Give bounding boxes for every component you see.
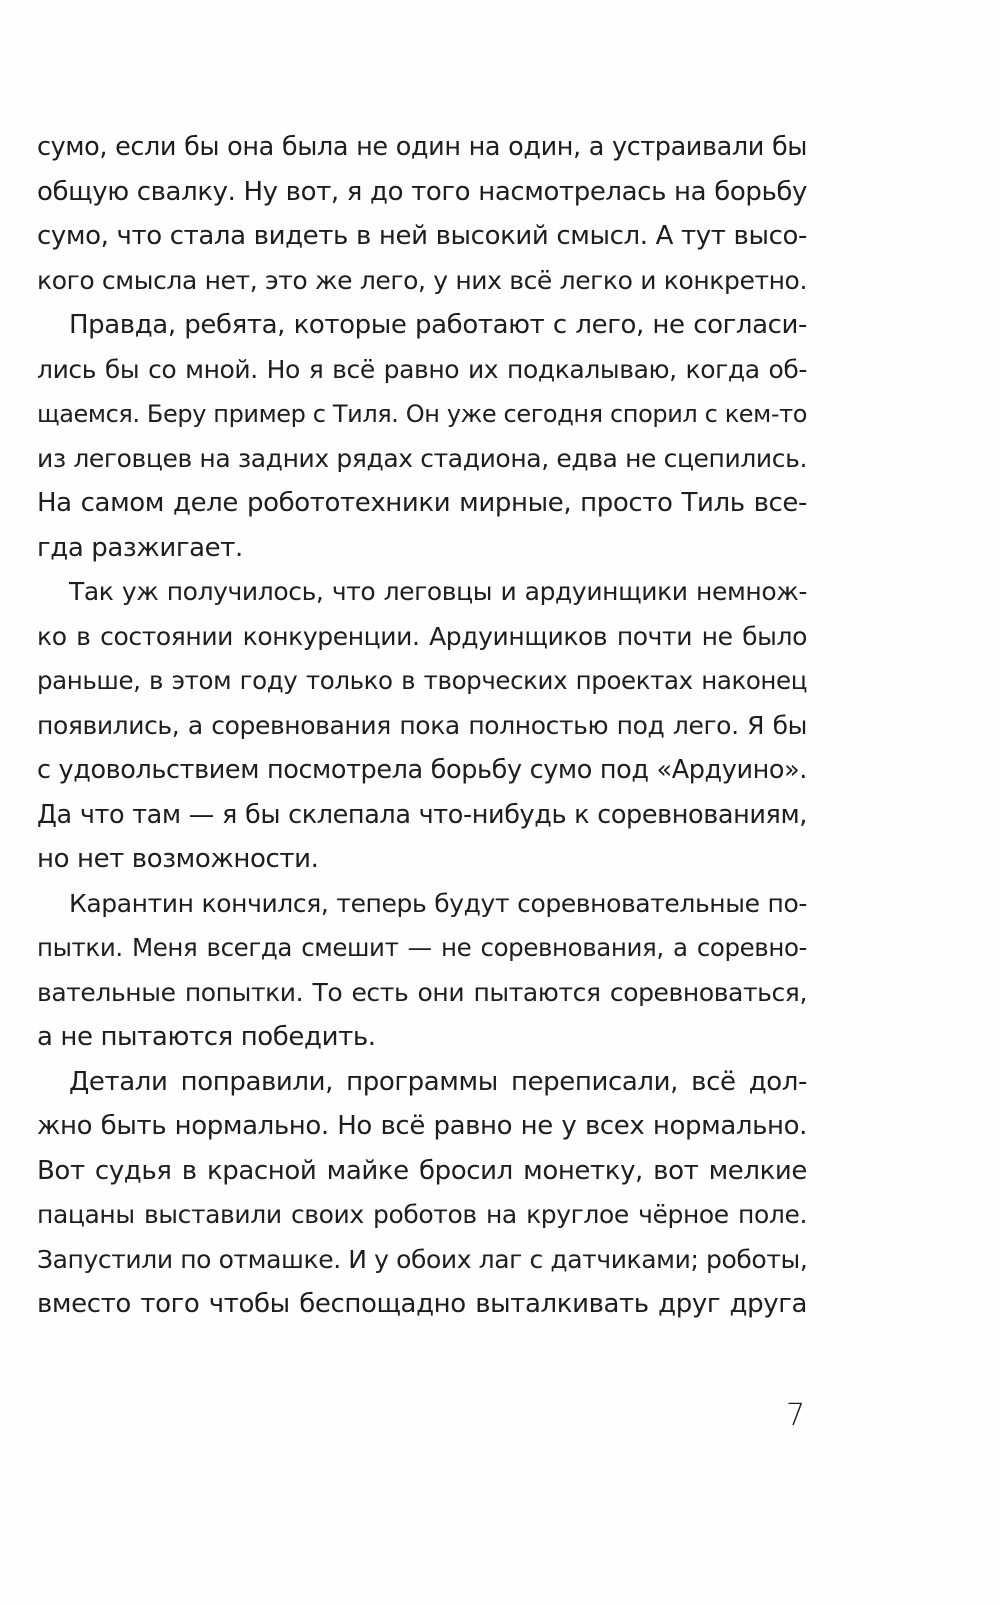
- text-line: вательные попытки. То есть они пытаются соревноваться,: [37, 977, 807, 1007]
- text-line: появились, а соревнования пока полностью под лего. Я бы: [37, 710, 807, 740]
- text-line: Запустили по отмашке. И у обоих лаг с датчиками; роботы,: [37, 1244, 808, 1274]
- text-line: пацаны выставили своих роботов на круглое чёрное поле.: [37, 1200, 807, 1229]
- text-line: ко в состоянии конкуренции. Ардуинщиков почти не было: [37, 621, 807, 651]
- text-line: Так уж получилось, что леговцы и ардуинщики немнож-: [69, 577, 807, 606]
- text-line: сумо, если бы она была не один на один, а устраивали бы: [37, 132, 807, 162]
- paragraph-5: [37, 1060, 807, 1327]
- text-line: кого смысла нет, это же лего, у них всё легко и конкретно.: [37, 265, 807, 295]
- body-text: [37, 125, 807, 1327]
- text-line: Карантин кончился, теперь будут соревновательные по-: [69, 888, 807, 918]
- text-line: щаемся. Беру пример с Тиля. Он уже сегодня спорил с кем-то: [37, 400, 807, 428]
- text-line: лись бы со мной. Но я всё равно их подкалываю, когда об-: [37, 354, 807, 384]
- text-line: а не пытаются победить.: [37, 1022, 376, 1052]
- text-line: сумо, что стала видеть в ней высокий смысл. А тут высо-: [37, 221, 807, 251]
- text-line: раньше, в этом году только в творческих проектах наконец: [37, 666, 807, 695]
- paragraph-4: [37, 882, 807, 1060]
- text-line: Вот судья в красной майке бросил монетку, вот мелкие: [37, 1155, 807, 1186]
- text-line: жно быть нормально. Но всё равно не у всех нормально.: [37, 1111, 807, 1141]
- page-number: 7: [786, 1398, 806, 1433]
- text-line: Детали поправили, программы переписали, всё дол-: [69, 1066, 807, 1097]
- text-line: вместо того чтобы беспощадно выталкивать друг друга: [37, 1289, 807, 1319]
- text-line: Да что там — я бы склепала что-нибудь к соревнованиям,: [37, 799, 807, 830]
- text-line: из леговцев на задних рядах стадиона, едва не сцепились.: [37, 443, 807, 473]
- text-line: общую свалку. Ну вот, я до того насмотрелась на борьбу: [37, 176, 807, 207]
- text-line: пытки. Меня всегда смешит — не соревнования, а соревно-: [37, 933, 807, 962]
- text-line: Правда, ребята, которые работают с лего, не согласи-: [69, 310, 807, 340]
- paragraph-3: [37, 570, 807, 882]
- paragraph-2: [37, 303, 807, 570]
- paragraph-1: [37, 125, 807, 303]
- text-line: На самом деле робототехники мирные, просто Тиль все-: [37, 488, 807, 518]
- text-line: гда разжигает.: [37, 532, 243, 563]
- text-line: но нет возможности.: [37, 844, 319, 874]
- text-line: с удовольствием посмотрела борьбу сумо под «Ардуино».: [37, 755, 807, 785]
